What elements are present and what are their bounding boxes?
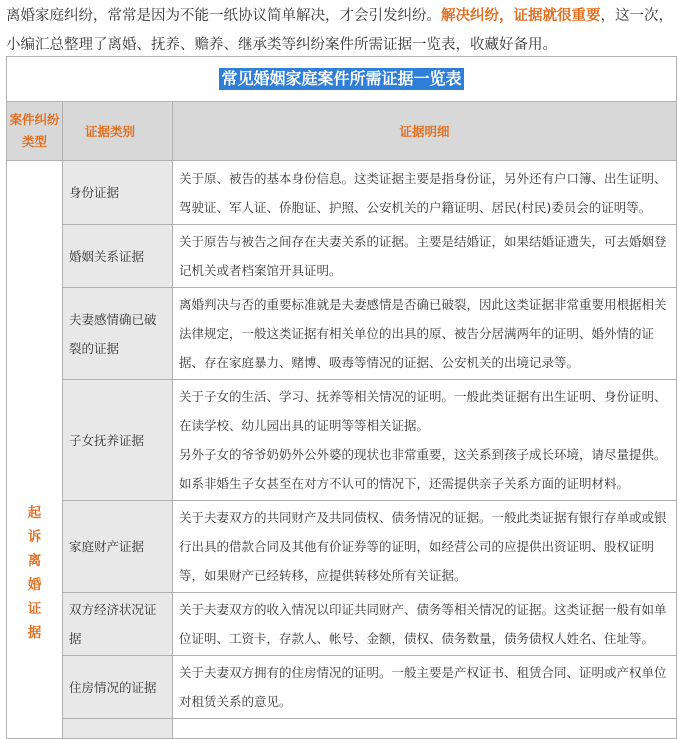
case-type-char: 证	[27, 601, 42, 617]
intro-text-a: 离婚家庭纠纷，常常是因为不能一纸协议简单解决，才会引发纠纷。	[6, 8, 441, 24]
detail-cell	[173, 161, 677, 225]
detail-cell	[173, 501, 677, 593]
table-row	[7, 656, 677, 719]
detail-text: 关于原告与被告之间存在夫妻关系的证据。主要是结婚证，如果结婚证遗失，可去婚姻登记机关或者档案馆开具证明。	[179, 234, 667, 278]
intro-paragraph	[6, 2, 674, 60]
case-type-label	[7, 161, 62, 645]
table-row	[7, 501, 677, 593]
category-cell: 住房情况的证据	[63, 656, 173, 719]
detail-text: 关于夫妻双方的收入情况以印证共同财产、债务等相关情况的证据。这类证据一般有如单位证明、工资卡，存款人、帐号、金额，债权、债务数量，债务债权人姓名、住址等。	[179, 602, 667, 646]
case-type-char: 离	[27, 553, 42, 569]
detail-text: 关于子女的生活、学习、抚养等相关情况的证明。一般此类证据有出生证明、身份证明、在读学校、幼儿园出具的证明等等相关证据。	[179, 389, 667, 433]
table-row	[7, 593, 677, 656]
detail-text: 关于原、被告的基本身份信息。这类证据主要是指身份证，另外还有户口簿、出生证明、驾驶证、军人证、侨胞证、护照、公安机关的户籍证明、居民(村民)委员会的证明等。	[179, 170, 667, 215]
detail-cell	[173, 719, 677, 739]
header-category: 证据类别	[63, 102, 173, 161]
category-cell: 子女抚养证据	[63, 380, 173, 501]
category-cell: 夫妻感情确已破裂的证据	[63, 288, 173, 380]
case-type-cell	[7, 161, 63, 739]
table-row	[7, 288, 677, 380]
intro-text-b: ，这一次，小编汇总整理了离婚、抚养、赡养、继承类等纠纷案件所需证据一览表，收藏好备用。	[6, 8, 673, 53]
table-row	[7, 161, 677, 225]
detail-cell	[173, 380, 677, 501]
category-cell: 身份证据	[63, 161, 173, 225]
table-title-cell	[7, 57, 677, 102]
detail-text: 关于夫妻双方的共同财产及共同债权、债务情况的证据。一般此类证据有银行存单或或银行出具的借款合同及其他有价证券等的证明，如经营公司的应提供出资证明、股权证明等，如果财产已经转移，应提供转移处所有关证据。	[179, 510, 667, 583]
table-row	[7, 380, 677, 501]
detail-cell	[173, 288, 677, 380]
case-type-char: 婚	[27, 577, 42, 593]
detail-text: 关于夫妻双方拥有的住房情况的证明。一般主要是产权证书、租赁合同、证明或产权单位对租赁关系的意见。	[179, 665, 667, 709]
header-detail: 证据明细	[173, 102, 677, 161]
detail-cell	[173, 593, 677, 656]
table-header-row	[7, 102, 677, 161]
detail-text: 离婚判决与否的重要标准就是夫妻感情是否确已破裂，因此这类证据非常重要用根据相关法律规定，一般这类证据有相关单位的出具的原、被告分居满两年的证明、婚外情的证据、存在家庭暴力、赌博、吸毒等情况的证据、公安机关的出境记录等。	[179, 297, 667, 370]
intro-highlight: 解决纠纷，证据就很重要	[441, 8, 601, 24]
case-type-char: 据	[27, 625, 42, 641]
table-row	[7, 719, 677, 739]
table-row	[7, 225, 677, 288]
category-cell: 双方经济状况证据	[63, 593, 173, 656]
category-cell	[63, 719, 173, 739]
category-cell: 家庭财产证据	[63, 501, 173, 593]
detail-cell	[173, 656, 677, 719]
case-type-char: 起	[27, 505, 42, 521]
evidence-table	[6, 56, 677, 739]
detail-cell	[173, 225, 677, 288]
table-title-row	[7, 57, 677, 102]
category-cell: 婚姻关系证据	[63, 225, 173, 288]
table-title: 常见婚姻家庭案件所需证据一览表	[221, 69, 462, 88]
case-type-char: 诉	[27, 529, 42, 545]
detail-text: 另外子女的爷爷奶奶外公外婆的现状也非常重要，这关系到孩子成长环境，请尽量提供。如系非婚生子女甚至在对方不认可的情况下，还需提供亲子关系方面的证明材料。	[179, 447, 667, 491]
header-case-type: 案件纠纷类型	[7, 102, 63, 161]
